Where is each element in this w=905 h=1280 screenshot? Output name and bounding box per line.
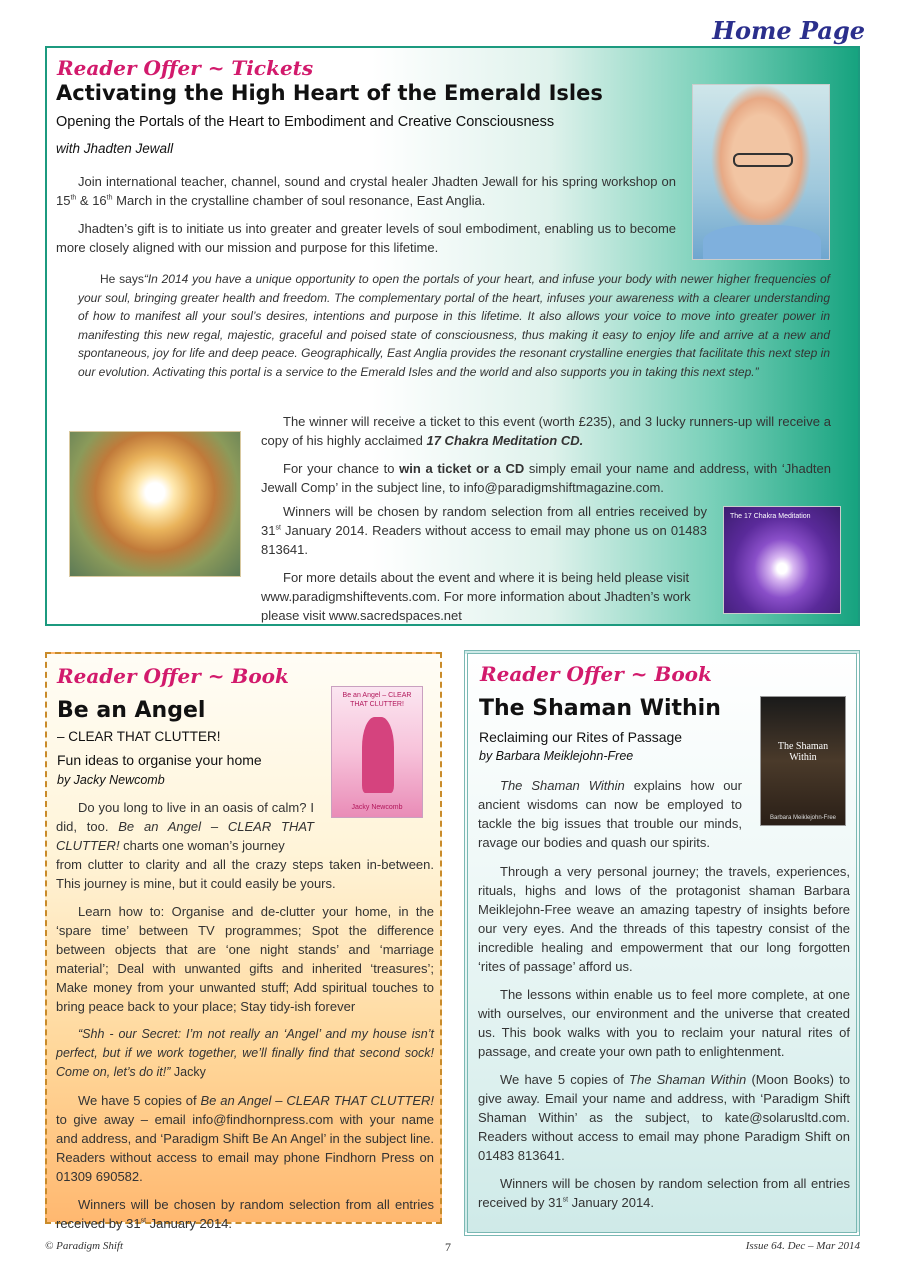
shaman-kicker: Reader Offer ~ Book (480, 662, 712, 686)
angel-cover-author: Jacky Newcomb (351, 804, 403, 811)
footer-copyright: © Paradigm Shift (45, 1240, 124, 1252)
angel-paragraph-3: We have 5 copies of Be an Angel – CLEAR THAT CLUTTER! to give away – email info@findhornpress.com with your name and address, and ‘Paradigm Shift Be An Angel’ in the subject line. Readers without access to email may phone Findhorn Press on 01309 690582. (56, 1093, 434, 1184)
tickets-offer-panel (45, 46, 860, 626)
tickets-paragraph-2: Jhadten’s gift is to initiate us into greater and greater levels of soul embodiment, enabling us to become more closely aligned with our mission and purpose for this lifetime. (56, 221, 676, 255)
jhadten-portrait-photo (692, 84, 830, 260)
angel-offer-panel (45, 652, 442, 1231)
shirt-shape (703, 225, 821, 260)
angel-cover-figure (362, 717, 394, 793)
footer-issue: Issue 64. Dec – Mar 2014 (745, 1240, 860, 1252)
shaman-offer-panel (464, 650, 860, 1236)
angel-paragraph-1-cont: from clutter to clarity and all the crazy steps taken in-between. This journey is mine, but it could easily be yours. (56, 857, 434, 891)
chakra-cd-cover-image (723, 506, 841, 614)
angel-kicker: Reader Offer ~ Book (57, 664, 289, 688)
footer-page-number: 7 (445, 1240, 451, 1254)
angel-subtitle-1: – CLEAR THAT CLUTTER! (57, 729, 221, 744)
shaman-paragraph-3: The lessons within enable us to feel more complete, at one with ourselves, our environment and the universe that created us. This book walks with you to reclaim your natural rites of passage, and create your own path to enlightenment. (478, 987, 850, 1059)
glasses-shape (733, 153, 793, 167)
shaman-byline: by Barbara Meiklejohn-Free (479, 749, 634, 763)
angel-paragraph-2: Learn how to: Organise and de-clutter your home, in the ‘spare time’ between TV programmes; Spot the difference between objects that are ‘one night stands’ and ‘marriage material’; Deal with unwanted gifts and inherited ‘treasures’; Make money from your unwanted stuff; Add spiritual touches to bring peace back to your place; Stay tidy-ish forever (56, 904, 434, 1014)
page-section-title: Home Page (712, 16, 865, 45)
tickets-quote: He says“In 2014 you have a unique opportunity to open the portals of your heart, and infuse your body with newer higher frequencies of your soul, bringing greater health and freedom. The complementary portal of the heart, infuses your awareness with a clearer understanding of how to manifest all your soul’s desires, intentions and purpose in this lifetime. It also allows your voice to move into greater power in manifesting this new regal, majestic, graceful and poised state of consciousness, thus making it easy to enjoy life and arrive at a new and spontaneous, joy for life and deep peace. Geographically, East Anglia provides the resonant crystalline energies that facilitate this next step in our evolution. Activating this portal is a service to the Emerald Isles and the world and also supports you in taking this next step.” (78, 272, 830, 379)
angel-quote: “Shh - our Secret: I’m not really an ‘Angel’ and my house isn’t perfect, but if we work together, we’ll finally find that second sock! Come on, let’s do it!” Jacky (56, 1027, 434, 1079)
shaman-main-text (478, 862, 850, 1221)
tickets-paragraph-3: The winner will receive a ticket to this event (worth £235), and 3 lucky runners-up will receive a copy of his highly acclaimed 17 Chakra Meditation CD. (261, 414, 831, 448)
shaman-cover-title: The Shaman Within (777, 741, 829, 763)
tickets-entry-text (261, 502, 707, 634)
tickets-kicker: Reader Offer ~ Tickets (57, 56, 314, 80)
shaman-paragraph-5: Winners will be chosen by random selection from all entries received by 31st January 2014. (478, 1176, 850, 1210)
shaman-intro-text (478, 776, 742, 861)
be-an-angel-book-cover (331, 686, 423, 818)
angel-intro-text (56, 798, 314, 855)
angel-main-text (56, 855, 434, 1242)
heart-painting-image (69, 431, 241, 577)
shaman-within-book-cover (760, 696, 846, 826)
tickets-byline: with Jhadten Jewall (56, 141, 174, 156)
tickets-paragraph-1: Join international teacher, channel, sound and crystal healer Jhadten Jewall for his spring workshop on 15th & 16th March in the crystalline chamber of soul resonance, East Anglia. (56, 174, 676, 208)
shaman-cover-author: Barbara Meiklejohn-Free (769, 815, 837, 821)
tickets-paragraph-4: For your chance to win a ticket or a CD simply email your name and address, with ‘Jhadten Jewall Comp’ in the subject line, to info@paradigmshiftmagazine.com. (261, 461, 831, 495)
shaman-paragraph-2: Through a very personal journey; the travels, experiences, rituals, highs and lows of the protagonist shaman Barbara Meiklejohn-Free weave an amazing tapestry of insights before our very eyes. And the threads of this tapestry consist of the incredible healing and empowerment that our long forgotten ‘rites of passage’ afford us. (478, 864, 850, 974)
tickets-intro-text (56, 172, 676, 266)
tickets-prize-text (261, 412, 831, 506)
shaman-headline: The Shaman Within (479, 696, 721, 721)
cd-cover-title: The 17 Chakra Meditation (730, 513, 811, 520)
shaman-subtitle: Reclaiming our Rites of Passage (479, 729, 683, 745)
shaman-paragraph-1: The Shaman Within explains how our ancient wisdoms can now be employed to tackle the big issues that trouble our minds, ravage our bodies and quash our spirits. (478, 778, 742, 850)
tickets-headline: Activating the High Heart of the Emerald Isles (56, 81, 603, 105)
tickets-paragraph-5: Winners will be chosen by random selection from all entries received by 31st January 2014. Readers without access to email may phone us on 01483 813641. (261, 504, 707, 557)
tickets-subtitle: Opening the Portals of the Heart to Embodiment and Creative Consciousness (56, 114, 555, 130)
angel-paragraph-4: Winners will be chosen by random selection from all entries received by 31st January 2014. (56, 1197, 434, 1231)
angel-cover-title: Be an Angel – CLEAR THAT CLUTTER! (342, 692, 412, 708)
angel-paragraph-1: Do you long to live in an oasis of calm? I did, too. Be an Angel – CLEAR THAT CLUTTER! charts one woman’s journey (56, 800, 314, 853)
angel-headline: Be an Angel (57, 698, 206, 723)
angel-byline: by Jacky Newcomb (57, 773, 165, 787)
tickets-paragraph-6: For more details about the event and where it is being held please visit www.paradigmshiftevents.com. For more information about Jhadten’s work please visit www.sacredspaces.net (261, 570, 691, 623)
shaman-paragraph-4: We have 5 copies of The Shaman Within (Moon Books) to give away. Email your name and address, with ‘Paradigm Shift Shaman Within’ as the subject, to kate@solarusltd.com. Readers without access to email may phone Paradigm Shift on 01483 813641. (478, 1072, 850, 1163)
angel-subtitle-2: Fun ideas to organise your home (57, 752, 262, 768)
